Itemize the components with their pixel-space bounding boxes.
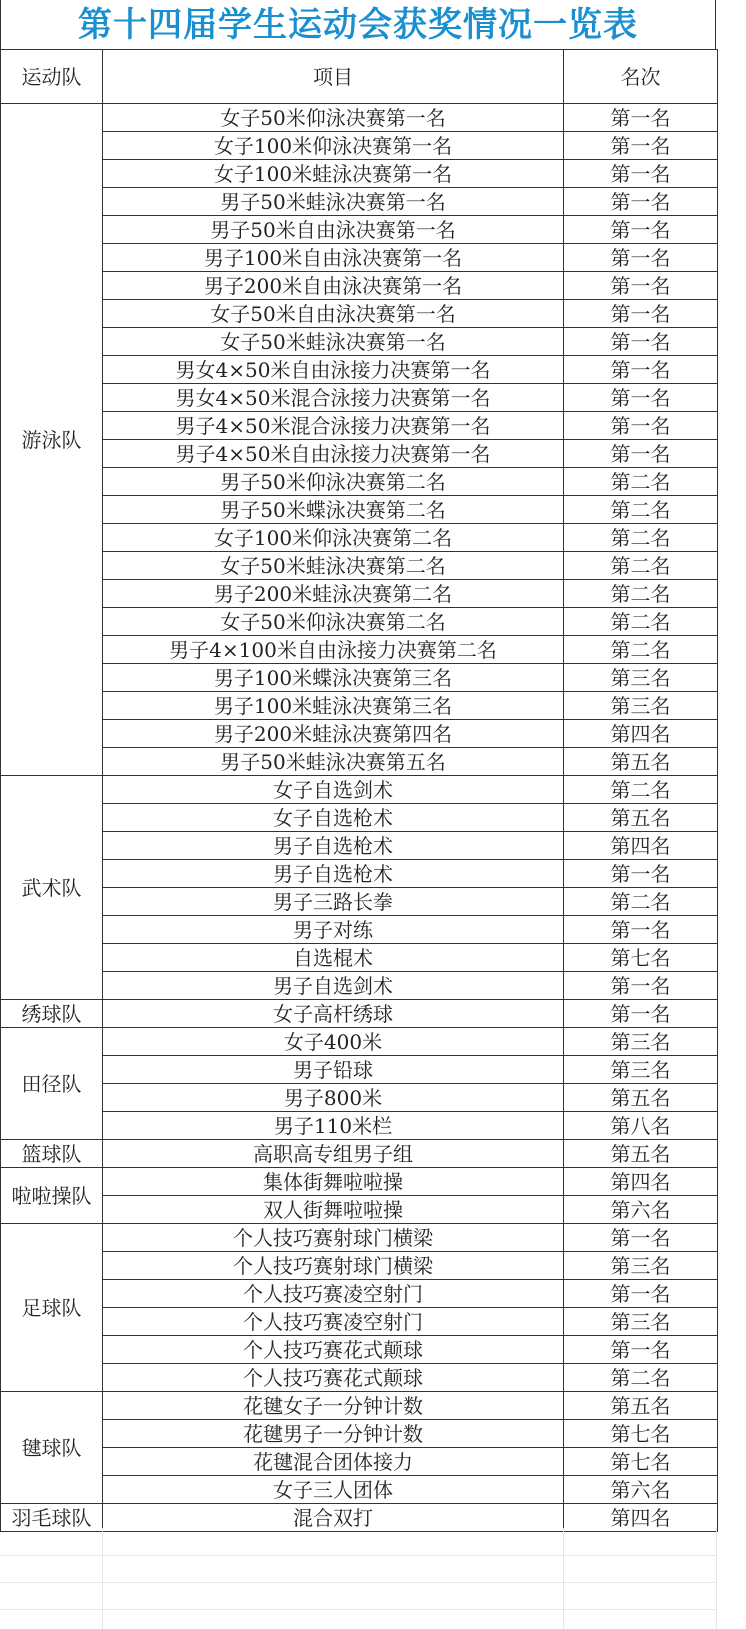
table-row [1, 776, 718, 804]
event-cell: 女子50米仰泳决赛第一名 [103, 104, 564, 132]
rank-cell: 第二名 [564, 552, 718, 580]
event-cell: 男子50米蝶泳决赛第二名 [103, 496, 564, 524]
table-row [1, 1476, 718, 1504]
table-row [1, 916, 718, 944]
rank-cell: 第一名 [564, 160, 718, 188]
table-row [1, 1392, 718, 1420]
table-row [1, 1000, 718, 1028]
table-row [1, 1028, 718, 1056]
table-row [1, 580, 718, 608]
event-cell: 女子400米 [103, 1028, 564, 1056]
event-cell: 男子自选剑术 [103, 972, 564, 1000]
rank-cell: 第一名 [564, 216, 718, 244]
rank-cell: 第一名 [564, 244, 718, 272]
table-row [1, 888, 718, 916]
event-cell: 花毽女子一分钟计数 [103, 1392, 564, 1420]
rank-cell: 第一名 [564, 132, 718, 160]
table-row [1, 496, 718, 524]
rank-cell: 第一名 [564, 384, 718, 412]
event-cell: 男子200米蛙泳决赛第四名 [103, 720, 564, 748]
rank-cell: 第五名 [564, 1392, 718, 1420]
event-cell: 个人技巧赛凌空射门 [103, 1280, 564, 1308]
team-cell: 篮球队 [1, 1140, 103, 1168]
rank-cell: 第四名 [564, 1504, 718, 1532]
table-row [1, 440, 718, 468]
rank-cell: 第一名 [564, 300, 718, 328]
table-row [1, 328, 718, 356]
event-cell: 女子三人团体 [103, 1476, 564, 1504]
title-bar [0, 0, 716, 49]
event-cell: 男女4×50米混合泳接力决赛第一名 [103, 384, 564, 412]
rank-cell: 第三名 [564, 1308, 718, 1336]
table-row [1, 216, 718, 244]
rank-cell: 第一名 [564, 916, 718, 944]
rank-cell: 第一名 [564, 440, 718, 468]
awards-body [1, 104, 718, 1532]
event-cell: 自选棍术 [103, 944, 564, 972]
event-cell: 集体街舞啦啦操 [103, 1168, 564, 1196]
event-cell: 男子铅球 [103, 1056, 564, 1084]
rank-cell: 第一名 [564, 1336, 718, 1364]
rank-cell: 第五名 [564, 748, 718, 776]
rank-cell: 第五名 [564, 804, 718, 832]
table-row [1, 244, 718, 272]
rank-cell: 第三名 [564, 1252, 718, 1280]
team-cell: 绣球队 [1, 1000, 103, 1028]
rank-cell: 第六名 [564, 1476, 718, 1504]
rank-cell: 第二名 [564, 468, 718, 496]
rank-cell: 第二名 [564, 608, 718, 636]
rank-cell: 第一名 [564, 272, 718, 300]
event-cell: 个人技巧赛射球门横梁 [103, 1252, 564, 1280]
team-cell: 毽球队 [1, 1392, 103, 1504]
rank-cell: 第七名 [564, 1420, 718, 1448]
table-row [1, 636, 718, 664]
event-cell: 女子100米仰泳决赛第二名 [103, 524, 564, 552]
table-row [1, 412, 718, 440]
header-row [1, 50, 718, 104]
event-cell: 男子4×50米混合泳接力决赛第一名 [103, 412, 564, 440]
header-rank: 名次 [564, 50, 718, 104]
table-row [1, 1196, 718, 1224]
rank-cell: 第一名 [564, 1224, 718, 1252]
event-cell: 个人技巧赛凌空射门 [103, 1308, 564, 1336]
rank-cell: 第六名 [564, 1196, 718, 1224]
rank-cell: 第三名 [564, 664, 718, 692]
event-cell: 女子100米蛙泳决赛第一名 [103, 160, 564, 188]
event-cell: 男子自选枪术 [103, 860, 564, 888]
table-row [1, 1336, 718, 1364]
event-cell: 男子自选枪术 [103, 832, 564, 860]
rank-cell: 第一名 [564, 1280, 718, 1308]
event-cell: 男子800米 [103, 1084, 564, 1112]
table-row [1, 1112, 718, 1140]
table-row [1, 1140, 718, 1168]
table-row [1, 1224, 718, 1252]
table-row [1, 972, 718, 1000]
table-row [1, 1308, 718, 1336]
event-cell: 女子50米蛙泳决赛第二名 [103, 552, 564, 580]
table-row [1, 104, 718, 132]
table-row [1, 748, 718, 776]
event-cell: 男子200米蛙泳决赛第二名 [103, 580, 564, 608]
table-row [1, 832, 718, 860]
event-cell: 女子高杆绣球 [103, 1000, 564, 1028]
rank-cell: 第一名 [564, 188, 718, 216]
table-row [1, 1364, 718, 1392]
table-row [1, 944, 718, 972]
event-cell: 高职高专组男子组 [103, 1140, 564, 1168]
event-cell: 男子三路长拳 [103, 888, 564, 916]
table-row [1, 188, 718, 216]
event-cell: 女子自选枪术 [103, 804, 564, 832]
empty-grid-area [0, 1528, 746, 1629]
table-row [1, 1084, 718, 1112]
event-cell: 花毽男子一分钟计数 [103, 1420, 564, 1448]
event-cell: 男子50米自由泳决赛第一名 [103, 216, 564, 244]
table-row [1, 552, 718, 580]
team-cell: 啦啦操队 [1, 1168, 103, 1224]
rank-cell: 第二名 [564, 496, 718, 524]
rank-cell: 第三名 [564, 1056, 718, 1084]
event-cell: 女子50米蛙泳决赛第一名 [103, 328, 564, 356]
rank-cell: 第四名 [564, 832, 718, 860]
event-cell: 女子50米自由泳决赛第一名 [103, 300, 564, 328]
table-row [1, 664, 718, 692]
rank-cell: 第二名 [564, 636, 718, 664]
table-row [1, 1168, 718, 1196]
event-cell: 个人技巧赛花式颠球 [103, 1336, 564, 1364]
event-cell: 混合双打 [103, 1504, 564, 1532]
table-row [1, 1252, 718, 1280]
header-team: 运动队 [1, 50, 103, 104]
rank-cell: 第四名 [564, 720, 718, 748]
event-cell: 男子50米蛙泳决赛第五名 [103, 748, 564, 776]
rank-cell: 第一名 [564, 972, 718, 1000]
rank-cell: 第三名 [564, 1028, 718, 1056]
rank-cell: 第一名 [564, 328, 718, 356]
event-cell: 男子100米蝶泳决赛第三名 [103, 664, 564, 692]
table-row [1, 804, 718, 832]
rank-cell: 第二名 [564, 776, 718, 804]
rank-cell: 第一名 [564, 356, 718, 384]
event-cell: 个人技巧赛射球门横梁 [103, 1224, 564, 1252]
awards-table [0, 49, 718, 1532]
table-row [1, 1420, 718, 1448]
rank-cell: 第四名 [564, 1168, 718, 1196]
rank-cell: 第一名 [564, 412, 718, 440]
table-row [1, 524, 718, 552]
event-cell: 男子4×100米自由泳接力决赛第二名 [103, 636, 564, 664]
table-row [1, 300, 718, 328]
rank-cell: 第八名 [564, 1112, 718, 1140]
team-cell: 田径队 [1, 1028, 103, 1140]
event-cell: 女子100米仰泳决赛第一名 [103, 132, 564, 160]
rank-cell: 第三名 [564, 692, 718, 720]
event-cell: 男子200米自由泳决赛第一名 [103, 272, 564, 300]
table-row [1, 860, 718, 888]
page-title: 第十四届学生运动会获奖情况一览表 [78, 4, 638, 45]
table-row [1, 468, 718, 496]
table-row [1, 1280, 718, 1308]
table-row [1, 356, 718, 384]
team-cell: 足球队 [1, 1224, 103, 1392]
table-row [1, 384, 718, 412]
table-row [1, 692, 718, 720]
event-cell: 男子4×50米自由泳接力决赛第一名 [103, 440, 564, 468]
team-cell: 武术队 [1, 776, 103, 1000]
table-row [1, 720, 718, 748]
rank-cell: 第一名 [564, 860, 718, 888]
event-cell: 男女4×50米自由泳接力决赛第一名 [103, 356, 564, 384]
table-row [1, 132, 718, 160]
team-cell: 游泳队 [1, 104, 103, 776]
rank-cell: 第二名 [564, 1364, 718, 1392]
rank-cell: 第二名 [564, 524, 718, 552]
header-event: 项目 [103, 50, 564, 104]
rank-cell: 第二名 [564, 888, 718, 916]
rank-cell: 第一名 [564, 1000, 718, 1028]
event-cell: 男子100米蛙泳决赛第三名 [103, 692, 564, 720]
table-row [1, 160, 718, 188]
event-cell: 男子对练 [103, 916, 564, 944]
event-cell: 个人技巧赛花式颠球 [103, 1364, 564, 1392]
rank-cell: 第五名 [564, 1140, 718, 1168]
table-row [1, 1448, 718, 1476]
rank-cell: 第七名 [564, 944, 718, 972]
table-row [1, 272, 718, 300]
event-cell: 花毽混合团体接力 [103, 1448, 564, 1476]
table-row [1, 608, 718, 636]
event-cell: 双人街舞啦啦操 [103, 1196, 564, 1224]
rank-cell: 第一名 [564, 104, 718, 132]
event-cell: 女子50米仰泳决赛第二名 [103, 608, 564, 636]
event-cell: 男子50米蛙泳决赛第一名 [103, 188, 564, 216]
rank-cell: 第五名 [564, 1084, 718, 1112]
team-cell: 羽毛球队 [1, 1504, 103, 1532]
table-row [1, 1056, 718, 1084]
event-cell: 男子50米仰泳决赛第二名 [103, 468, 564, 496]
rank-cell: 第七名 [564, 1448, 718, 1476]
event-cell: 男子100米自由泳决赛第一名 [103, 244, 564, 272]
rank-cell: 第二名 [564, 580, 718, 608]
event-cell: 女子自选剑术 [103, 776, 564, 804]
event-cell: 男子110米栏 [103, 1112, 564, 1140]
